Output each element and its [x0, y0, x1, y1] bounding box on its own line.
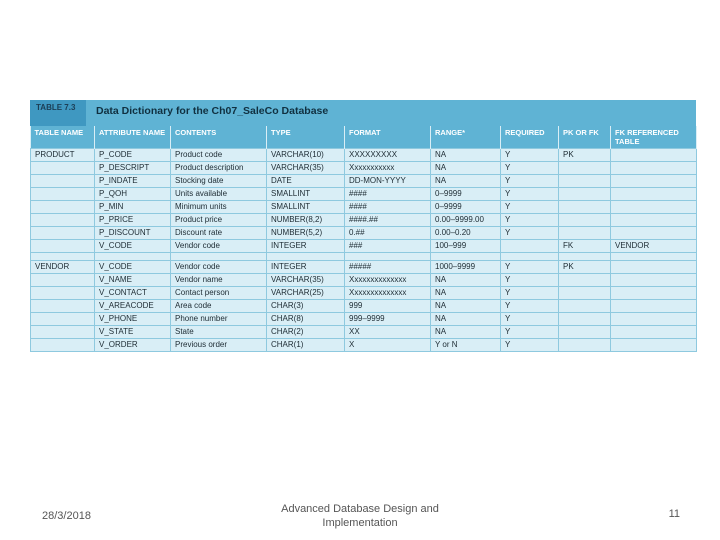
table-cell: [559, 300, 611, 313]
table-cell: Y: [501, 274, 559, 287]
table-cell: Minimum units: [171, 201, 267, 214]
table-title-bar: [30, 100, 696, 126]
table-header-row: [31, 126, 697, 149]
table-cell: [31, 214, 95, 227]
table-cell: P_INDATE: [95, 175, 171, 188]
table-cell: [559, 274, 611, 287]
table-row: [31, 313, 697, 326]
table-cell: [559, 162, 611, 175]
column-header: FK REFERENCED TABLE: [611, 126, 697, 149]
data-dictionary-table-figure: [30, 100, 696, 352]
table-cell: [611, 300, 697, 313]
table-cell: [95, 253, 171, 261]
footer-title-line1: Advanced Database Design and: [281, 503, 439, 515]
table-cell: P_DESCRIPT: [95, 162, 171, 175]
table-cell: Vendor code: [171, 240, 267, 253]
table-cell: PK: [559, 261, 611, 274]
page-number: 11: [668, 508, 680, 520]
table-row: [31, 162, 697, 175]
table-cell: [31, 339, 95, 352]
table-cell: NA: [431, 149, 501, 162]
table-cell: Y: [501, 227, 559, 240]
column-header: TABLE NAME: [31, 126, 95, 149]
table-cell: P_QOH: [95, 188, 171, 201]
table-cell: Xxxxxxxxxxxxxx: [345, 287, 431, 300]
table-cell: [611, 253, 697, 261]
table-cell: [171, 253, 267, 261]
table-label-text: TABLE 7.3: [36, 103, 76, 112]
table-cell: [31, 175, 95, 188]
table-cell: NA: [431, 300, 501, 313]
table-row: [31, 175, 697, 188]
table-cell: ####.##: [345, 214, 431, 227]
table-cell: PRODUCT: [31, 149, 95, 162]
table-cell: Area code: [171, 300, 267, 313]
table-cell: [559, 188, 611, 201]
table-cell: Y: [501, 300, 559, 313]
table-cell: Product price: [171, 214, 267, 227]
data-dictionary-table: [30, 126, 697, 352]
column-header: TYPE: [267, 126, 345, 149]
table-row: [31, 214, 697, 227]
table-cell: 1000–9999: [431, 261, 501, 274]
table-cell: Y: [501, 175, 559, 188]
table-cell: [31, 313, 95, 326]
table-cell: [501, 253, 559, 261]
table-cell: P_PRICE: [95, 214, 171, 227]
table-row: [31, 253, 697, 261]
table-cell: [345, 253, 431, 261]
table-cell: [31, 240, 95, 253]
table-cell: ####: [345, 201, 431, 214]
table-cell: 100–999: [431, 240, 501, 253]
table-cell: DATE: [267, 175, 345, 188]
table-cell: Y: [501, 162, 559, 175]
column-header: ATTRIBUTE NAME: [95, 126, 171, 149]
table-row: [31, 188, 697, 201]
table-cell: [31, 274, 95, 287]
table-cell: [611, 326, 697, 339]
table-title: Data Dictionary for the Ch07_SaleCo Database: [96, 105, 329, 117]
footer-title-line2: Implementation: [322, 517, 398, 529]
table-row: [31, 227, 697, 240]
table-cell: #####: [345, 261, 431, 274]
table-row: [31, 240, 697, 253]
table-cell: Y: [501, 214, 559, 227]
table-cell: NA: [431, 162, 501, 175]
table-cell: [431, 253, 501, 261]
table-cell: 0.00–9999.00: [431, 214, 501, 227]
table-cell: ####: [345, 188, 431, 201]
table-cell: P_DISCOUNT: [95, 227, 171, 240]
table-cell: Units available: [171, 188, 267, 201]
table-row: [31, 149, 697, 162]
table-cell: Product description: [171, 162, 267, 175]
table-cell: [31, 287, 95, 300]
table-cell: SMALLINT: [267, 188, 345, 201]
column-header: REQUIRED: [501, 126, 559, 149]
table-cell: [611, 149, 697, 162]
table-cell: Xxxxxxxxxxx: [345, 162, 431, 175]
table-cell: NA: [431, 274, 501, 287]
table-cell: [559, 339, 611, 352]
table-cell: NA: [431, 175, 501, 188]
table-row: [31, 201, 697, 214]
table-cell: [559, 227, 611, 240]
table-cell: 999: [345, 300, 431, 313]
table-cell: Y: [501, 201, 559, 214]
table-cell: [611, 188, 697, 201]
table-cell: NA: [431, 313, 501, 326]
table-cell: Product code: [171, 149, 267, 162]
table-cell: 0–9999: [431, 201, 501, 214]
table-cell: [559, 253, 611, 261]
table-cell: [559, 214, 611, 227]
table-cell: 0–9999: [431, 188, 501, 201]
table-cell: Y: [501, 261, 559, 274]
column-header: RANGE*: [431, 126, 501, 149]
table-cell: [267, 253, 345, 261]
column-header: FORMAT: [345, 126, 431, 149]
table-cell: [611, 201, 697, 214]
table-cell: V_CODE: [95, 261, 171, 274]
table-cell: [611, 162, 697, 175]
table-cell: ###: [345, 240, 431, 253]
table-cell: Y: [501, 149, 559, 162]
table-cell: Y: [501, 287, 559, 300]
table-row: [31, 339, 697, 352]
table-cell: P_MIN: [95, 201, 171, 214]
table-cell: NUMBER(8,2): [267, 214, 345, 227]
table-cell: P_CODE: [95, 149, 171, 162]
table-cell: V_ORDER: [95, 339, 171, 352]
table-cell: CHAR(3): [267, 300, 345, 313]
table-cell: Vendor name: [171, 274, 267, 287]
table-cell: INTEGER: [267, 240, 345, 253]
table-cell: VENDOR: [611, 240, 697, 253]
table-cell: DD-MON-YYYY: [345, 175, 431, 188]
table-cell: FK: [559, 240, 611, 253]
table-cell: Xxxxxxxxxxxxxx: [345, 274, 431, 287]
table-row: [31, 274, 697, 287]
table-cell: Y: [501, 188, 559, 201]
table-cell: Contact person: [171, 287, 267, 300]
table-row: [31, 326, 697, 339]
table-cell: [31, 253, 95, 261]
table-cell: Discount rate: [171, 227, 267, 240]
table-cell: [611, 261, 697, 274]
footer-date: 28/3/2018: [42, 510, 91, 522]
table-cell: NUMBER(5,2): [267, 227, 345, 240]
table-cell: CHAR(8): [267, 313, 345, 326]
table-cell: [611, 287, 697, 300]
table-cell: V_CONTACT: [95, 287, 171, 300]
table-cell: 0.##: [345, 227, 431, 240]
table-row: [31, 287, 697, 300]
table-cell: V_NAME: [95, 274, 171, 287]
table-cell: XXXXXXXXX: [345, 149, 431, 162]
table-cell: VARCHAR(25): [267, 287, 345, 300]
table-cell: Y or N: [431, 339, 501, 352]
table-cell: XX: [345, 326, 431, 339]
column-header: PK OR FK: [559, 126, 611, 149]
table-cell: [559, 287, 611, 300]
table-cell: V_CODE: [95, 240, 171, 253]
table-cell: VENDOR: [31, 261, 95, 274]
table-body: [31, 149, 697, 352]
table-cell: [559, 201, 611, 214]
table-cell: 999–9999: [345, 313, 431, 326]
column-header: CONTENTS: [171, 126, 267, 149]
table-cell: NA: [431, 287, 501, 300]
table-cell: [31, 162, 95, 175]
footer-title: [260, 502, 460, 530]
table-cell: [559, 326, 611, 339]
table-cell: [31, 300, 95, 313]
table-cell: V_PHONE: [95, 313, 171, 326]
table-cell: [31, 201, 95, 214]
table-cell: Y: [501, 313, 559, 326]
table-cell: INTEGER: [267, 261, 345, 274]
table-cell: Stocking date: [171, 175, 267, 188]
table-cell: V_AREACODE: [95, 300, 171, 313]
table-cell: Vendor code: [171, 261, 267, 274]
table-cell: [31, 188, 95, 201]
table-cell: NA: [431, 326, 501, 339]
table-cell: [559, 313, 611, 326]
table-cell: Y: [501, 339, 559, 352]
table-cell: V_STATE: [95, 326, 171, 339]
table-cell: SMALLINT: [267, 201, 345, 214]
table-cell: [611, 274, 697, 287]
table-cell: CHAR(1): [267, 339, 345, 352]
table-cell: [501, 240, 559, 253]
table-cell: VARCHAR(35): [267, 274, 345, 287]
table-cell: VARCHAR(10): [267, 149, 345, 162]
table-cell: Y: [501, 326, 559, 339]
table-cell: 0.00–0.20: [431, 227, 501, 240]
table-cell: [31, 326, 95, 339]
table-cell: VARCHAR(35): [267, 162, 345, 175]
table-cell: CHAR(2): [267, 326, 345, 339]
table-row: [31, 261, 697, 274]
table-cell: [611, 227, 697, 240]
table-cell: Phone number: [171, 313, 267, 326]
table-cell: [611, 214, 697, 227]
table-cell: [611, 339, 697, 352]
table-cell: State: [171, 326, 267, 339]
table-cell: X: [345, 339, 431, 352]
table-label: [30, 100, 86, 126]
table-cell: [559, 175, 611, 188]
table-cell: [611, 175, 697, 188]
table-cell: Previous order: [171, 339, 267, 352]
table-cell: [31, 227, 95, 240]
table-cell: [611, 313, 697, 326]
table-row: [31, 300, 697, 313]
table-cell: PK: [559, 149, 611, 162]
